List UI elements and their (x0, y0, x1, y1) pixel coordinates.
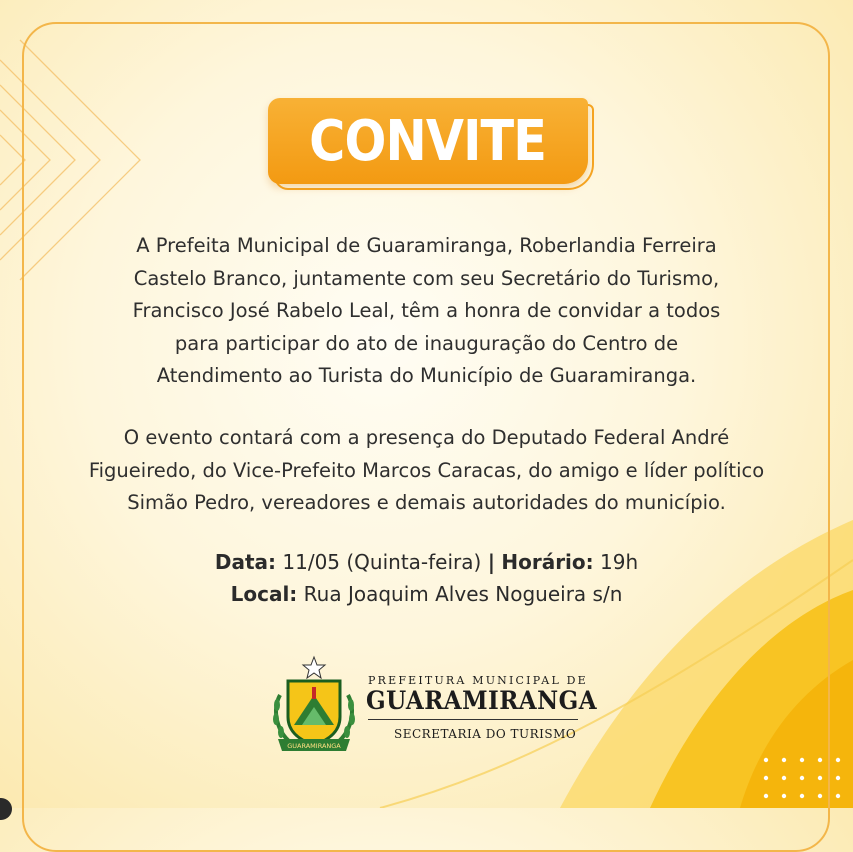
paragraph-1-line: Castelo Branco, juntamente com seu Secretário do Turismo, (133, 266, 720, 290)
date-label: Data: (214, 550, 277, 574)
paragraph-1-line: A Prefeita Municipal de Guaramiranga, Roberlandia Ferreira (136, 234, 717, 257)
coat-of-arms-icon (268, 655, 360, 755)
event-date-time (60, 546, 793, 579)
paragraph-2-line: Simão Pedro, vereadores e demais autoridades do município. (127, 491, 726, 514)
title-badge-fill (268, 98, 588, 184)
invitation-paragraph-2 (60, 422, 793, 520)
time-label: Horário: (501, 550, 594, 574)
logo-divider (368, 719, 578, 720)
place-label: Local: (230, 582, 298, 606)
place-value: Rua Joaquim Alves Nogueira s/n (303, 582, 623, 606)
separator: | (487, 550, 495, 574)
time-value: 19h (600, 550, 639, 574)
paragraph-2-line: O evento contará com a presença do Deputado Federal André (123, 426, 730, 449)
svg-text:GUARAMIRANGA: GUARAMIRANGA (287, 742, 341, 750)
paragraph-2-line: Figueiredo, do Vice-Prefeito Marcos Caracas, do amigo e líder político (88, 458, 765, 482)
logo-prefix: PREFEITURA MUNICIPAL DE (368, 674, 588, 687)
logo-municipality-name: GUARAMIRANGA (366, 686, 598, 715)
invitation-title: CONVITE (309, 108, 547, 174)
logo-department: SECRETARIA DO TURISMO (394, 727, 577, 741)
invitation-paragraph-1 (60, 230, 793, 393)
paragraph-1-line: Francisco José Rabelo Leal, têm a honra de convidar a todos (132, 299, 721, 322)
paragraph-1-line: para participar do ato de inauguração do Centro de (174, 331, 679, 355)
municipality-logo (268, 655, 598, 755)
paragraph-1-line: Atendimento ao Turista do Município de Guaramiranga. (156, 364, 697, 387)
event-location (60, 578, 793, 611)
date-value: 11/05 (Quinta-feira) (282, 550, 482, 574)
title-badge (268, 98, 598, 198)
